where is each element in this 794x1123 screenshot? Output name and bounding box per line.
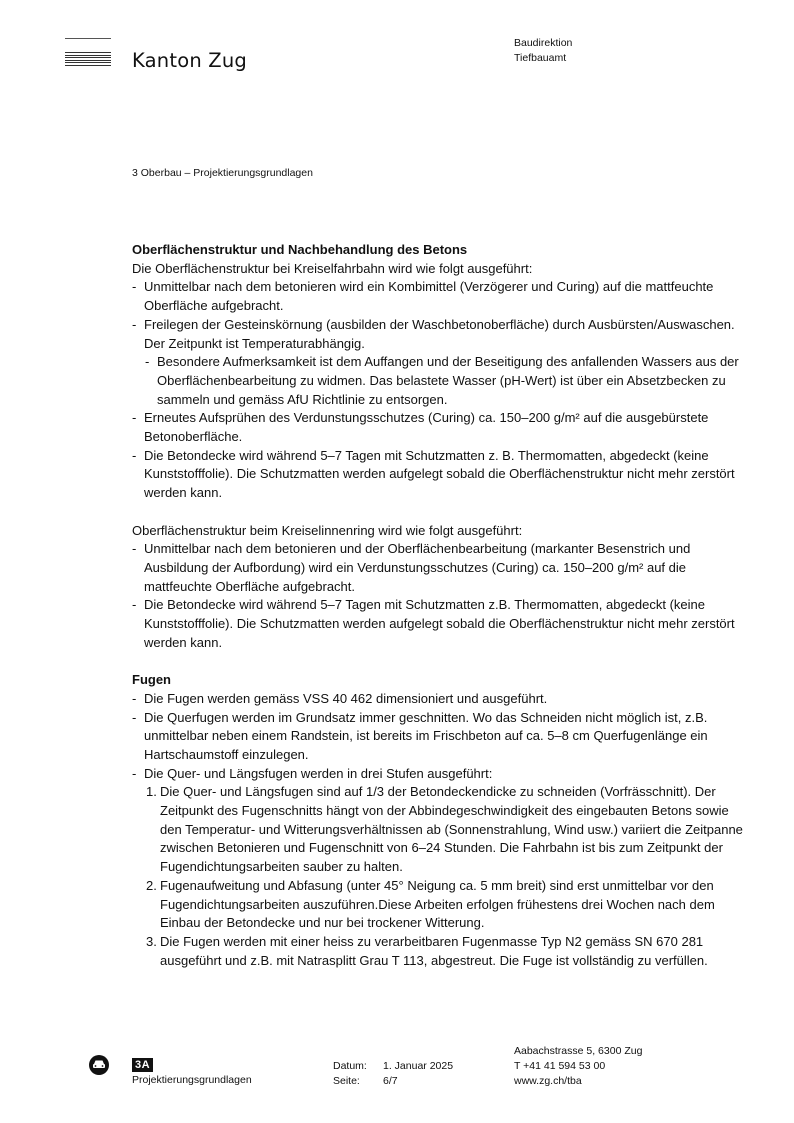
chapter-badge: 3A xyxy=(132,1058,153,1072)
footer-doc-title: Projektierungsgrundlagen xyxy=(132,1074,252,1086)
department-block xyxy=(514,36,572,66)
section-intro: Die Oberflächenstruktur bei Kreiselfahrbahn wird wie folgt ausgeführt: xyxy=(132,260,533,276)
logo-text: Kanton Zug xyxy=(132,49,247,72)
date-label: Datum: xyxy=(333,1060,367,1072)
phone-number: T +41 41 594 53 00 xyxy=(514,1060,606,1072)
item-number: 1. xyxy=(146,784,157,800)
document-body xyxy=(132,241,752,970)
list-item: - Die Betondecke wird während 5–7 Tagen mit Schutzmatten z.B. Thermomatten, abgedeckt (keine Kunststofffolie). Die Schutzmatten werden aufgelegt sobald die Oberflächenstruktur nicht mehr zerstört werden kann. xyxy=(132,596,752,652)
numbered-item xyxy=(132,783,752,877)
numbered-item xyxy=(132,933,752,970)
section-title: Fugen xyxy=(132,672,171,688)
sub-list-item: - Besondere Aufmerksamkeit ist dem Auffangen und der Beseitigung des anfallenden Wassers aus der Oberflächenbearbeitung zu widmen. Das belastete Wasser (pH-Wert) ist über ein Absetzbecken zu sammeln und gemäss AfU Richtlinie zu entsorgen. xyxy=(132,353,752,409)
item-number: 3. xyxy=(146,933,157,949)
list-item: - Die Fugen werden gemäss VSS 40 462 dimensioniert und ausgeführt. xyxy=(132,690,752,709)
running-head: 3 Oberbau – Projektierungsgrundlagen xyxy=(132,167,313,179)
list-item: - Unmittelbar nach dem betonieren wird ein Kombimittel (Verzögerer und Curing) auf die mattfeuchte Oberfläche aufgebracht. xyxy=(132,278,752,315)
department-name: Baudirektion xyxy=(514,37,573,49)
item-number: 2. xyxy=(146,877,157,893)
numbered-item xyxy=(132,877,752,933)
list-item: - Die Quer- und Längsfugen werden in drei Stufen ausgeführt: xyxy=(132,765,752,784)
list-item: - Erneutes Aufsprühen des Verdunstungsschutzes (Curing) ca. 150–200 g/m² auf die ausgebürstete Betonoberfläche. xyxy=(132,409,752,446)
street-address: Aabachstrasse 5, 6300 Zug xyxy=(514,1045,643,1057)
footer-meta xyxy=(333,1059,453,1089)
dash-list xyxy=(132,540,752,652)
office-name: Tiefbauamt xyxy=(514,52,567,64)
footer-doc-info xyxy=(132,1058,252,1088)
item-text: Die Fugen werden mit einer heiss zu verarbeitbaren Fugenmasse Typ N2 gemäss SN 670 281 ausgeführt und z.B. mit Natrasplitt Grau T 113, abgestreut. Die Fuge ist vollständig zu verfüllen. xyxy=(160,933,708,968)
section-intro: Oberflächenstruktur beim Kreiselinnenring wird wie folgt ausgeführt: xyxy=(132,522,523,538)
list-item: - Die Betondecke wird während 5–7 Tagen mit Schutzmatten z. B. Thermomatten, abgedeckt (keine Kunststofffolie). Die Schutzmatten werden aufgelegt sobald die Oberflächenstruktur nicht mehr zerstört werden kann. xyxy=(132,447,752,503)
footer-address xyxy=(514,1044,642,1089)
page-value: 6/7 xyxy=(383,1075,398,1087)
list-item: - Unmittelbar nach dem betonieren und der Oberflächenbearbeitung (markanter Besenstrich und Ausbildung der Aufbordung) wird ein Verdunstungsschutzes (Curing) ca. 150–200 g/m² auf die mattfeuchte Oberfläche aufgebracht. xyxy=(132,540,752,596)
item-text: Die Quer- und Längsfugen sind auf 1/3 der Betondeckendicke zu schneiden (Vorfrässchnitt). Der Zeitpunkt des Fugenschnitts hängt von der Abbindegeschwindigkeit des eingebauten Betons sowie den Temperatur- und Witterungsverhältnissen ab (Sonnenstrahlung, Wind usw.) variiert die Zeitpanne zwischen Betonieren und Fugenschnitt von 6–24 Stunden. Die Fahrbahn ist bis zum Zeitpunkt der Fugendichtungsarbeiten sauber zu halten. xyxy=(160,784,743,875)
dash-list xyxy=(132,278,752,502)
car-icon xyxy=(88,1054,110,1076)
numbered-list xyxy=(132,783,752,970)
list-item: - Freilegen der Gesteinskörnung (ausbilden der Waschbetonoberfläche) durch Ausbürsten/Auswaschen. Der Zeitpunkt ist Temperaturabhängig. xyxy=(132,316,752,353)
list-item: - Die Querfugen werden im Grundsatz immer geschnitten. Wo das Schneiden nicht möglich ist, z.B. unmittelbar neben einem Randstein, ist bereits im Frischbeton auf ca. 5–8 cm Querfugenlänge ein Hartschaumstoff einzulegen. xyxy=(132,709,752,765)
section-title: Oberflächenstruktur und Nachbehandlung des Betons xyxy=(132,242,468,257)
page-label: Seite: xyxy=(333,1075,360,1087)
website-link[interactable]: www.zg.ch/tba xyxy=(514,1075,582,1087)
dash-list xyxy=(132,690,752,784)
item-text: Fugenaufweitung und Abfasung (unter 45° Neigung ca. 5 mm breit) sind erst unmittelbar vor den Fugendichtungsarbeiten auszuführen.Diese Arbeiten erfolgen frühestens drei Wochen nach dem Einbau der Betondecke und nur bei trockener Witterung. xyxy=(160,877,715,931)
date-value: 1. Januar 2025 xyxy=(383,1060,454,1072)
